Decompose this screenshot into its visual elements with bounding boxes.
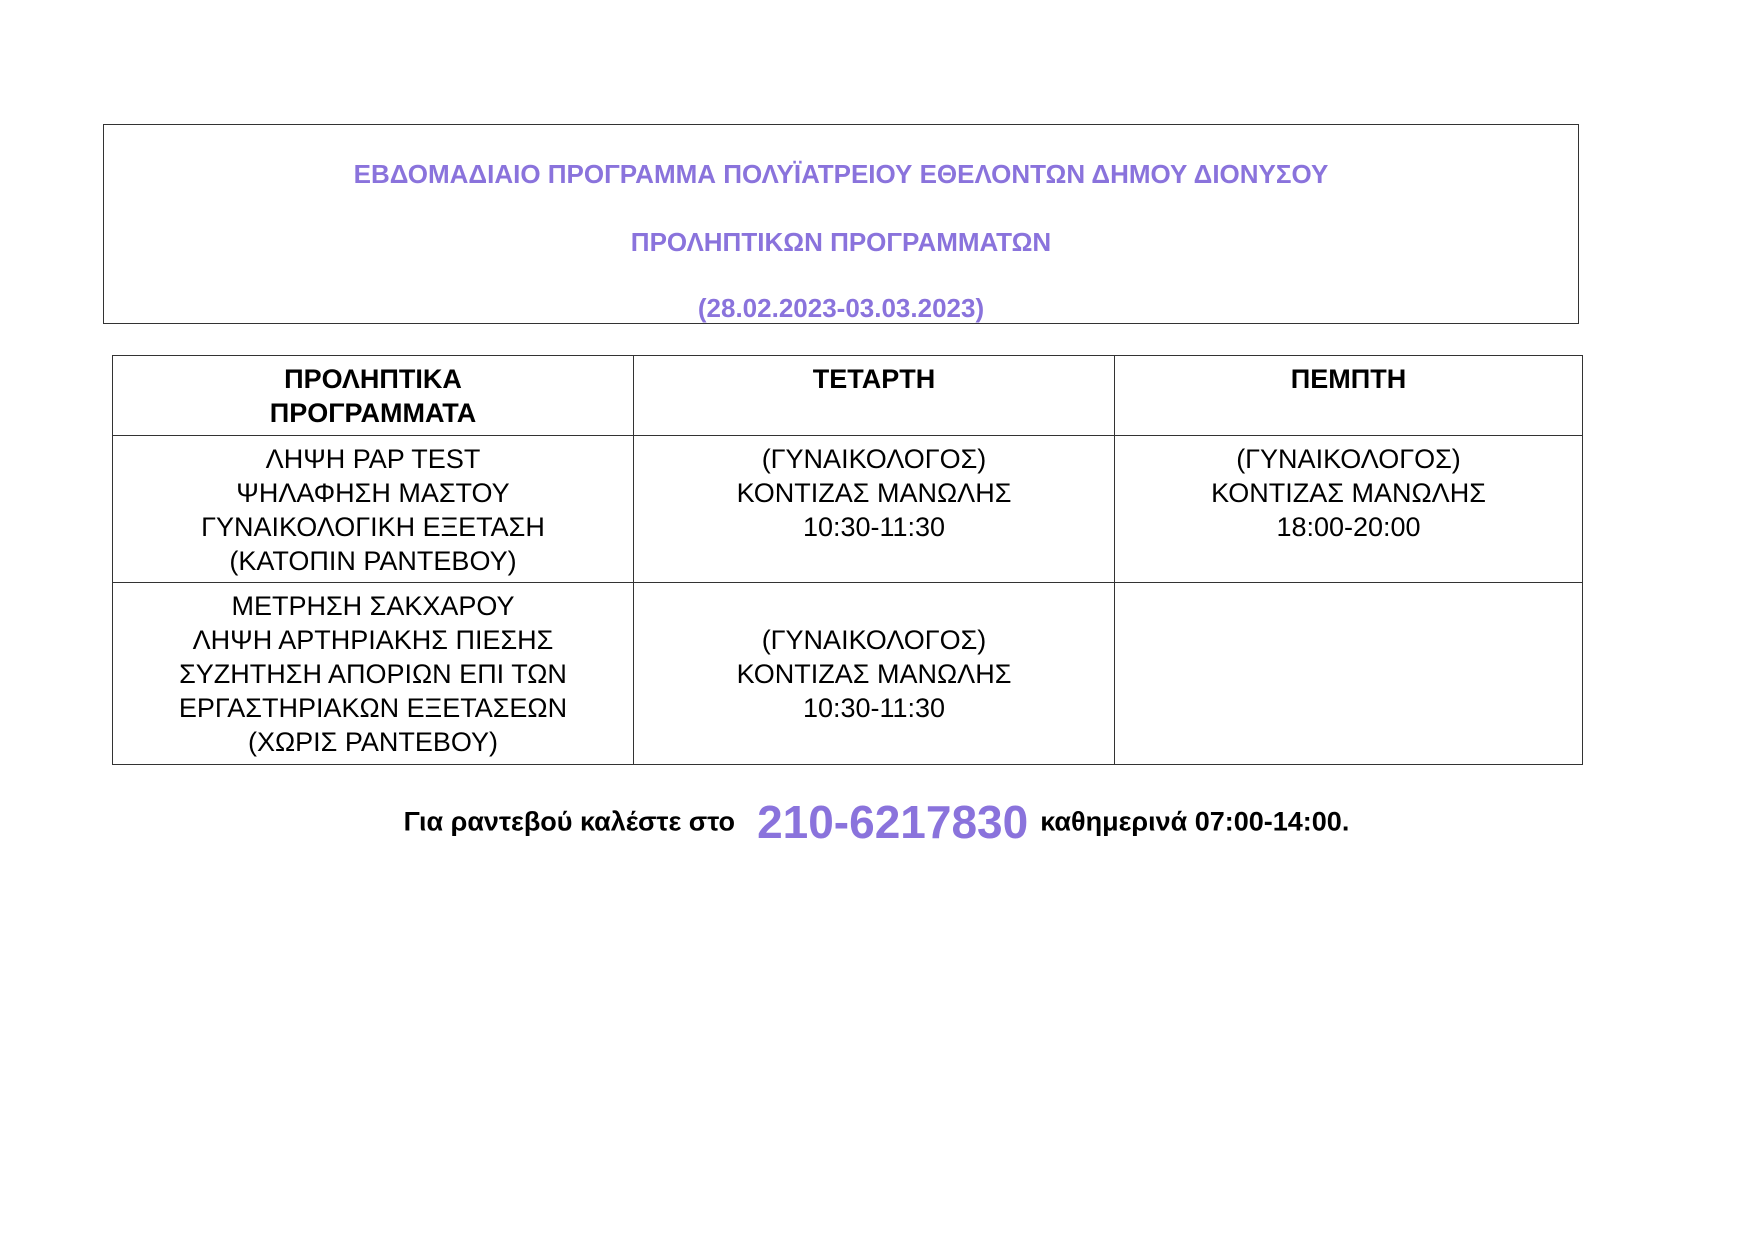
date-range: (28.02.2023-03.03.2023) xyxy=(697,293,985,323)
header-programs xyxy=(113,356,634,436)
table-row xyxy=(113,583,1583,765)
program-line: ΨΗΛΑΦΗΣΗ ΜΑΣΤΟΥ xyxy=(236,478,510,508)
page-subtitle: ΠΡΟΛΗΠΤΙΚΩΝ ΠΡΟΓΡΑΜΜΑΤΩΝ xyxy=(630,227,1052,257)
table-header-row xyxy=(113,356,1583,436)
time-slot: 18:00-20:00 xyxy=(1276,512,1421,542)
header-wednesday-label: ΤΕΤΑΡΤΗ xyxy=(812,364,936,394)
program-cell xyxy=(113,436,634,583)
header-programs-line: ΠΡΟΛΗΠΤΙΚΑ xyxy=(284,364,462,394)
header-thursday-label: ΠΕΜΠΤΗ xyxy=(1290,364,1407,394)
wednesday-cell xyxy=(634,436,1115,583)
thursday-cell-empty xyxy=(1115,583,1583,765)
footer-text-before: Για ραντεβού καλέστε στο xyxy=(403,806,736,837)
doctor-name: ΚΟΝΤΙΖΑΣ ΜΑΝΩΛΗΣ xyxy=(736,658,1012,689)
program-line: (ΧΩΡΙΣ ΡΑΝΤΕΒΟΥ) xyxy=(247,727,499,757)
schedule-table xyxy=(112,355,1583,765)
time-slot: 10:30-11:30 xyxy=(802,512,946,542)
page-title: ΕΒΔΟΜΑΔΙΑΙΟ ΠΡΟΓΡΑΜΜΑ ΠΟΛΥΪΑΤΡΕΙΟΥ ΕΘΕΛΟΝΤΩΝ ΔΗΜΟΥ ΔΙΟΝΥΣΟΥ xyxy=(353,159,1329,189)
table-row xyxy=(113,436,1583,583)
doctor-name: ΚΟΝΤΙΖΑΣ ΜΑΝΩΛΗΣ xyxy=(1211,478,1486,508)
program-line: ΛΗΨΗ PAP TEST xyxy=(265,444,481,474)
program-line: (ΚΑΤΟΠΙΝ ΡΑΝΤΕΒΟΥ) xyxy=(229,546,517,576)
thursday-cell xyxy=(1115,436,1583,583)
phone-number: 210-6217830 xyxy=(757,796,1029,848)
program-cell xyxy=(113,583,634,765)
doctor-name: ΚΟΝΤΙΖΑΣ ΜΑΝΩΛΗΣ xyxy=(736,478,1012,508)
program-line: ΜΕΤΡΗΣΗ ΣΑΚΧΑΡΟΥ xyxy=(231,591,515,621)
doctor-specialty: (ΓΥΝΑΙΚΟΛΟΓΟΣ) xyxy=(761,624,987,655)
header-thursday xyxy=(1115,356,1583,436)
wednesday-cell xyxy=(634,583,1115,765)
title-box xyxy=(103,124,1579,324)
program-line: ΓΥΝΑΙΚΟΛΟΓΙΚΗ ΕΞΕΤΑΣΗ xyxy=(201,512,545,542)
program-line: ΣΥΖΗΤΗΣΗ ΑΠΟΡΙΩΝ ΕΠΙ ΤΩΝ xyxy=(179,659,567,689)
program-line: ΕΡΓΑΣΤΗΡΙΑΚΩΝ ΕΞΕΤΑΣΕΩΝ xyxy=(178,693,568,723)
time-slot: 10:30-11:30 xyxy=(802,692,946,723)
appointment-footer xyxy=(0,795,1753,849)
header-programs-line: ΠΡΟΓΡΑΜΜΑΤΑ xyxy=(269,398,477,428)
header-wednesday xyxy=(634,356,1115,436)
doctor-specialty: (ΓΥΝΑΙΚΟΛΟΓΟΣ) xyxy=(1236,444,1461,474)
doctor-specialty: (ΓΥΝΑΙΚΟΛΟΓΟΣ) xyxy=(761,444,987,474)
program-line: ΛΗΨΗ ΑΡΤΗΡΙΑΚΗΣ ΠΙΕΣΗΣ xyxy=(192,625,554,655)
footer-text-after: καθημερινά 07:00-14:00. xyxy=(1040,806,1350,837)
